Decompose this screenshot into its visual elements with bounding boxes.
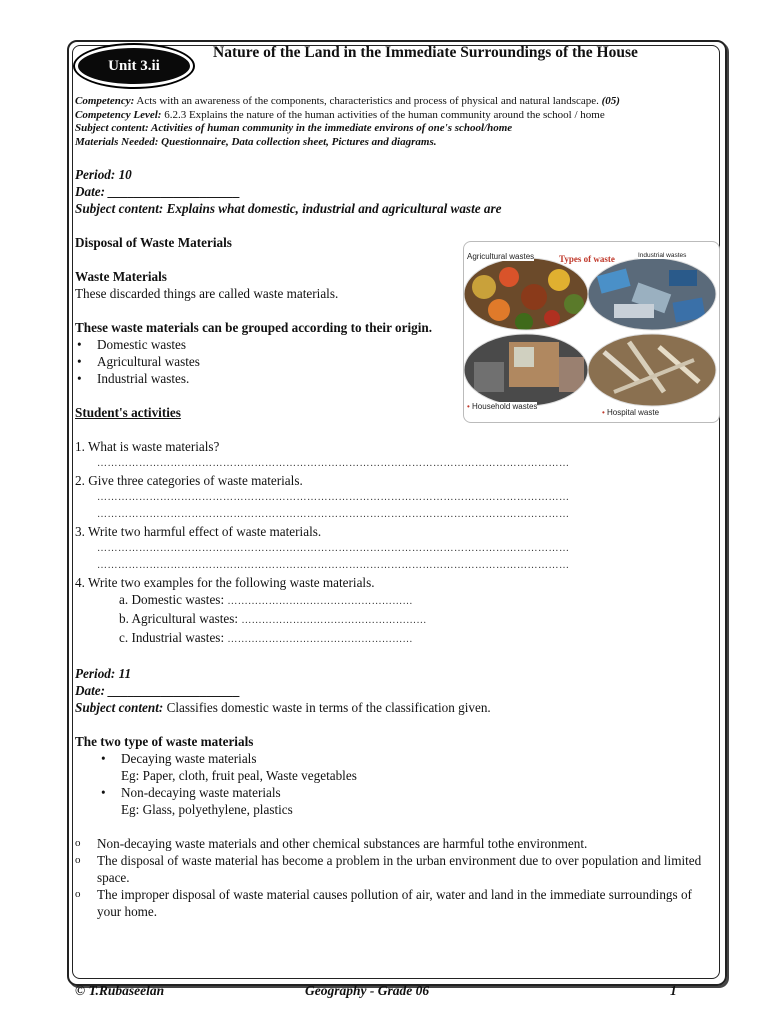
- industrial-waste-photo: [588, 256, 718, 332]
- question-4: 4. Write two examples for the following waste materials.: [75, 575, 375, 590]
- page-number: 1: [670, 983, 677, 998]
- question-4a: a. Domestic wastes: ………………………………………………: [119, 592, 413, 607]
- list-item: o The disposal of waste material has become a problem in the urban environment due to over population and limited space.: [75, 852, 715, 886]
- household-label: • Household wastes: [467, 402, 538, 411]
- hospital-label: • Hospital waste: [602, 408, 660, 417]
- date-11: Date: ____________________: [75, 683, 241, 698]
- figure-title: Types of waste: [559, 254, 615, 264]
- list-item: • Decaying waste materials Eg: Paper, cloth, fruit peal, Waste vegetables: [99, 750, 715, 784]
- answer-line[interactable]: ………………………………………………………………………………………………………………………: [97, 543, 570, 554]
- list-item: • Non-decaying waste materials Eg: Glass, polyethylene, plastics: [99, 784, 715, 818]
- question-3: 3. Write two harmful effect of waste materials.: [75, 524, 322, 539]
- points-list: [75, 835, 715, 920]
- types-heading: The two type of waste materials: [75, 734, 254, 749]
- hospital-waste-photo: [588, 332, 718, 408]
- activities-heading: Student's activities: [75, 405, 181, 420]
- agricultural-label: Agricultural wastes: [467, 252, 535, 261]
- subject-10: Subject content: Explains what domestic, industrial and agricultural waste are: [75, 201, 502, 216]
- list-item: o Non-decaying waste materials and other chemical substances are harmful tothe environment.: [75, 835, 715, 852]
- industrial-label: Industrial wastes: [638, 252, 687, 259]
- disposal-heading: Disposal of Waste Materials: [75, 235, 232, 250]
- date-10: Date: ____________________: [75, 184, 241, 199]
- list-item: • Domestic wastes: [75, 336, 715, 353]
- list-item: • Industrial wastes.: [75, 370, 715, 387]
- period-10: Period: 10: [75, 167, 132, 182]
- answer-line[interactable]: ………………………………………………………………………………………………………………………: [97, 509, 570, 520]
- question-1: 1. What is waste materials?: [75, 439, 220, 454]
- footer-author: © T.Rubaseelan: [75, 983, 165, 998]
- worksheet-content: [75, 95, 715, 920]
- answer-line[interactable]: ………………………………………………: [227, 596, 413, 607]
- question-4c: c. Industrial wastes: ………………………………………………: [119, 630, 413, 645]
- footer-course: Geography - Grade 06: [305, 983, 430, 998]
- question-2: 2. Give three categories of waste materials.: [75, 473, 303, 488]
- types-of-waste-figure: [463, 241, 720, 423]
- subject-11: Subject content: Classifies domestic waste in terms of the classification given.: [75, 700, 491, 715]
- answer-line[interactable]: ………………………………………………: [241, 615, 427, 626]
- meta-block: Competency: Acts with an awareness of the components, characteristics and process of physical and natural landscape. (05) Competency Level: 6.2.3 Explains the nature of the human activities of the human community around the school / home Subject content: Activities of human community in the immediate environs of one's school/home Materials Needed: Questionnaire, Data collection sheet, Pictures and diagrams.: [75, 95, 620, 148]
- page-title: Nature of the Land in the Immediate Surroundings of the House: [213, 44, 638, 61]
- list-item: • Agricultural wastes: [75, 353, 715, 370]
- unit-badge: [75, 45, 193, 87]
- answer-line[interactable]: ………………………………………………………………………………………………………………………: [97, 560, 570, 571]
- group-heading: These waste materials can be grouped according to their origin.: [75, 320, 433, 335]
- agricultural-waste-photo: [464, 256, 589, 332]
- unit-label: Unit 3.ii: [108, 57, 160, 74]
- waste-heading: Waste Materials: [75, 269, 167, 284]
- waste-photo-collage: [464, 242, 719, 422]
- list-item: o The improper disposal of waste material causes pollution of air, water and land in the immediate surroundings of your home.: [75, 886, 715, 920]
- period-11: Period: 11: [75, 666, 132, 681]
- household-waste-photo: [464, 332, 589, 408]
- waste-text: These discarded things are called waste materials.: [75, 286, 339, 301]
- answer-line[interactable]: ………………………………………………………………………………………………………………………: [97, 458, 570, 469]
- answer-line[interactable]: ………………………………………………………………………………………………………………………: [97, 492, 570, 503]
- answer-line[interactable]: ………………………………………………: [227, 634, 413, 645]
- types-list: [75, 750, 715, 818]
- question-4b: b. Agricultural wastes: ………………………………………………: [119, 611, 427, 626]
